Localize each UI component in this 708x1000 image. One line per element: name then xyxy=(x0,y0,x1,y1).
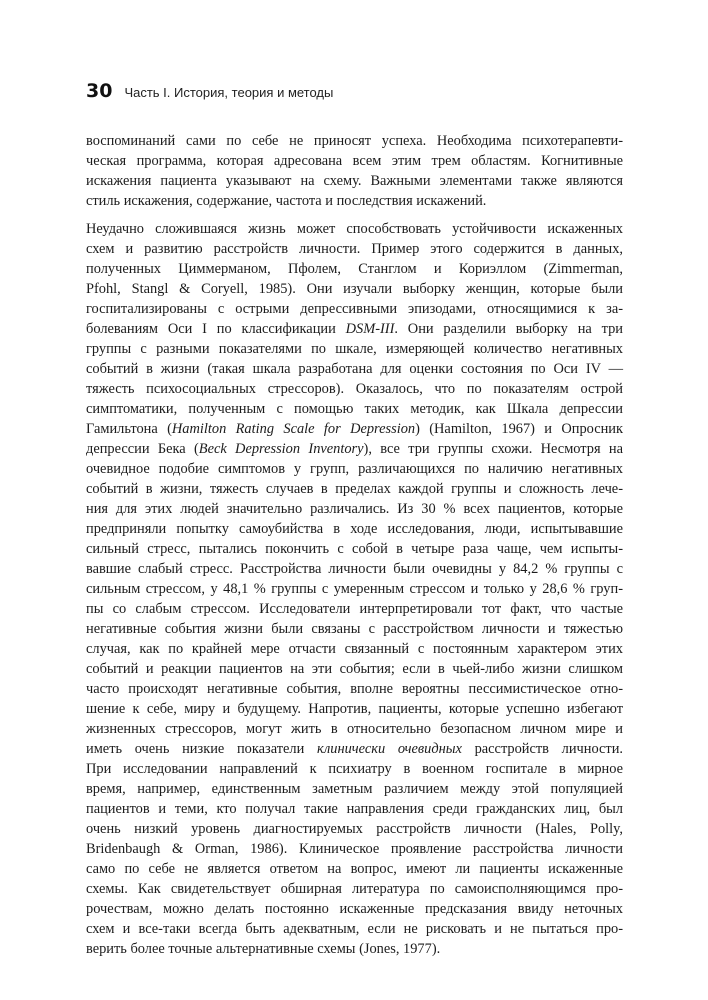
italic-text: клинически очевидных xyxy=(316,741,462,757)
text-run: расстройств личности. xyxy=(461,741,623,757)
text-line xyxy=(86,619,623,639)
text-line xyxy=(86,191,623,211)
text-line xyxy=(86,719,623,739)
text-run: очень низкий уровень диагностируемых расстройств личности (Hales, Polly, xyxy=(86,821,623,837)
text-line xyxy=(86,919,623,939)
text-line xyxy=(86,779,623,799)
text-run: событий и реакции пациентов на эти события; если в чьей-либо жизни слишком xyxy=(86,661,623,677)
italic-text: Hamilton Rating Scale for Depression xyxy=(171,421,416,437)
text-run: вавшие слабый стресс. Расстройства личности были очевидны у 84,2 % группы с xyxy=(86,561,623,577)
text-line xyxy=(86,659,623,679)
text-line xyxy=(86,171,623,191)
text-line xyxy=(86,599,623,619)
text-line xyxy=(86,479,623,499)
text-run: схем и все-таки всегда быть адекватным, если не рисковать и не пытаться про- xyxy=(86,921,623,937)
text-line xyxy=(86,459,623,479)
text-run: болеваниям Оси I по классификации xyxy=(86,321,346,337)
text-run: время, например, единственным заметным различием между этой популяцией xyxy=(86,781,623,797)
text-run: иметь очень низкие показатели xyxy=(86,741,317,757)
text-line xyxy=(86,499,623,519)
text-line xyxy=(86,419,623,439)
text-line xyxy=(86,699,623,719)
text-run: полученных Циммерманом, Пфолем, Станглом и Кориэллом (Zimmerman, xyxy=(86,261,623,277)
text-run: . Они разделили выборку на три xyxy=(394,321,623,337)
text-line xyxy=(86,939,623,959)
italic-text: Beck Depression Inventory xyxy=(198,441,364,457)
text-line xyxy=(86,319,623,339)
text-run: госпитализированы с острыми депрессивными эпизодами, относящимися к за- xyxy=(86,301,623,317)
text-run: симптоматики, полученным с помощью таких методик, как Шкала депрессии xyxy=(86,401,623,417)
text-run: ) (Hamilton, 1967) и Опросник xyxy=(415,421,624,437)
text-run: рочествам, можно делать постоянно искаженные предсказания ввиду неточных xyxy=(86,901,623,917)
text-line xyxy=(86,359,623,379)
page-number: 30 xyxy=(86,80,113,102)
text-run: шение к себе, миру и будущему. Напротив, пациенты, которые успешно избегают xyxy=(86,701,623,717)
text-run: событий в жизни, тяжесть случаев в пределах каждой группы и сложность лече- xyxy=(86,481,623,497)
italic-text: DSM-III xyxy=(345,321,395,337)
text-line xyxy=(86,579,623,599)
text-run: предприняли попытку самоубийства в ходе исследования, люди, испытывавшие xyxy=(86,521,623,537)
text-line xyxy=(86,379,623,399)
text-run: событий в жизни (такая шкала разработана для оценки состояния по Оси IV — xyxy=(86,361,623,377)
text-run: само по себе не является ответом на вопрос, имеют ли пациенты искаженные xyxy=(86,861,623,877)
text-line xyxy=(86,519,623,539)
text-line xyxy=(86,839,623,859)
text-line xyxy=(86,399,623,419)
text-run: Pfohl, Stangl & Coryell, 1985). Они изучали выборку женщин, которые были xyxy=(86,281,623,297)
text-line xyxy=(86,799,623,819)
text-run: сильный стресс, пытались покончить с собой в четыре раза чаще, чем испыты- xyxy=(86,541,623,557)
text-run: При исследовании направлений к психиатру в военном госпитале в мирное xyxy=(86,761,623,777)
text-run: воспоминаний сами по себе не приносят успеха. Необходима психотерапевти- xyxy=(86,133,623,149)
text-run: схемы. Как свидетельствует обширная литература по самоисполняющимся про- xyxy=(86,881,623,897)
paragraph-1 xyxy=(86,131,623,211)
text-run: верить более точные альтернативные схемы (Jones, 1977). xyxy=(86,941,441,957)
section-title: Часть I. История, теория и методы xyxy=(124,85,334,100)
text-line xyxy=(86,739,623,759)
text-line xyxy=(86,639,623,659)
text-run: ), все три группы схожи. Несмотря на xyxy=(363,441,623,457)
text-line xyxy=(86,219,623,239)
text-line xyxy=(86,239,623,259)
text-run: пы со слабым стрессом. Исследователи интерпретировали тот факт, что частые xyxy=(86,601,623,617)
text-run: случая, как по крайней мере отчасти связанный с постоянным характером этих xyxy=(86,641,623,657)
text-line xyxy=(86,131,623,151)
text-line xyxy=(86,539,623,559)
text-run: группы с разными показателями по шкале, измеряющей количество негативных xyxy=(86,341,623,357)
text-run: Гамильтона ( xyxy=(86,421,172,437)
text-line xyxy=(86,279,623,299)
paragraph-2 xyxy=(86,219,623,959)
text-run: Неудачно сложившаяся жизнь может способствовать устойчивости искаженных xyxy=(86,221,623,237)
text-run: ческая программа, которая адресована всем этим трем областям. Когнитивные xyxy=(86,153,623,169)
text-line xyxy=(86,299,623,319)
text-run: Bridenbaugh & Orman, 1986). Клиническое проявление расстройства личности xyxy=(86,841,623,857)
text-line xyxy=(86,859,623,879)
text-line xyxy=(86,151,623,171)
text-line xyxy=(86,559,623,579)
text-line xyxy=(86,339,623,359)
text-run: искажения пациента указывают на схему. Важными элементами также являются xyxy=(86,173,623,189)
text-line xyxy=(86,679,623,699)
text-run: жизненных стрессоров, могут жить в относительно безопасном личном мире и xyxy=(86,721,623,737)
text-run: пациентов и теми, кто получал такие направления среди гражданских лиц, был xyxy=(86,801,623,817)
text-line xyxy=(86,819,623,839)
text-line xyxy=(86,899,623,919)
text-run: тяжесть психосоциальных стрессоров). Оказалось, что по показателям острой xyxy=(86,381,623,397)
text-run: очевидное подобие симптомов у групп, различающихся по наличию негативных xyxy=(86,461,623,477)
text-run: ния для этих людей значительно различались. Из 30 % всех пациентов, которые xyxy=(86,501,623,517)
text-line xyxy=(86,759,623,779)
text-line xyxy=(86,879,623,899)
text-run: часто происходят негативные события, вполне вероятны пессимистическое отно- xyxy=(86,681,623,697)
running-header xyxy=(86,80,333,104)
text-line xyxy=(86,259,623,279)
text-line xyxy=(86,439,623,459)
text-run: негативные события жизни были связаны с расстройством личности и тяжестью xyxy=(86,621,623,637)
text-run: сильным стрессом, у 48,1 % группы с умеренным стрессом и только у 28,6 % груп- xyxy=(86,581,623,597)
text-run: депрессии Бека ( xyxy=(86,441,199,457)
text-run: стиль искажения, содержание, частота и последствия искажений. xyxy=(86,193,487,209)
text-run: схем и развитию расстройств личности. Пример этого содержится в данных, xyxy=(86,241,623,257)
